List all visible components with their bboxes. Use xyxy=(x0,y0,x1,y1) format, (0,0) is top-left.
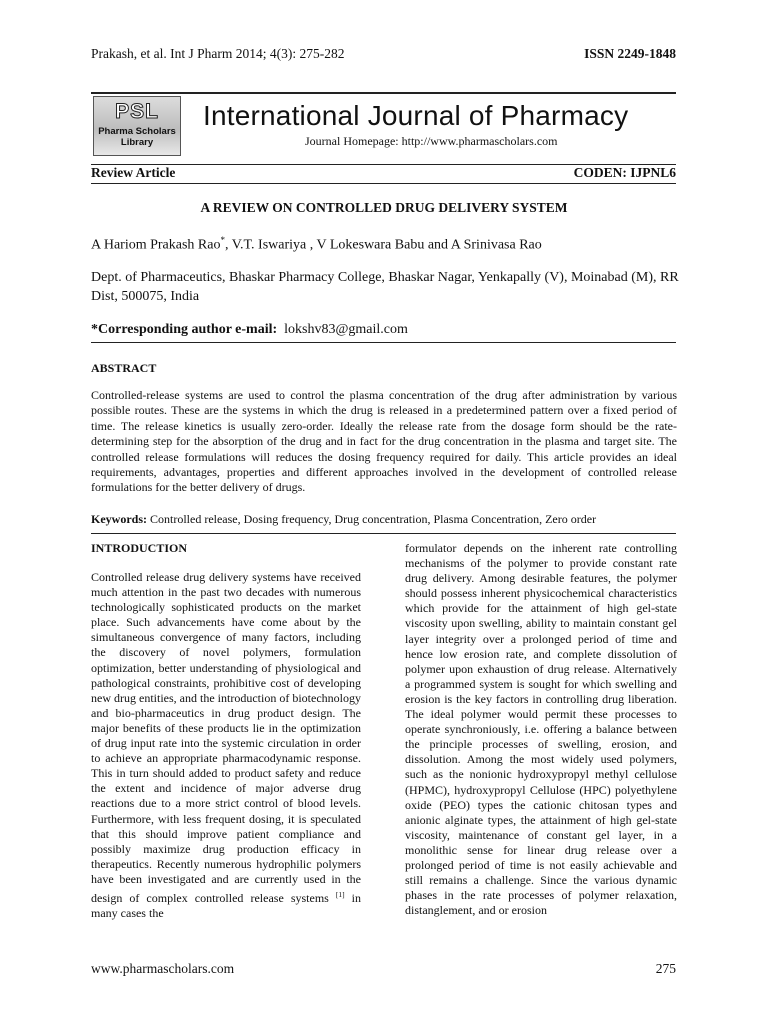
introduction-heading: INTRODUCTION xyxy=(91,541,188,555)
keywords-rule xyxy=(91,533,676,534)
issn-header: ISSN 2249-1848 xyxy=(584,46,676,61)
keywords xyxy=(91,512,677,527)
article-type: Review Article xyxy=(91,165,176,180)
intro-right-column xyxy=(405,541,677,918)
other-authors: , V.T. Iswariya , V Lokeswara Babu and A Srinivasa Rao xyxy=(224,237,542,253)
affiliation: Dept. of Pharmaceutics, Bhaskar Pharmacy College, Bhaskar Nagar, Yenkapally (V), Moinabad (M), RR Dist, 500075, India xyxy=(91,270,679,304)
logo-text: Pharma Scholars Library xyxy=(98,126,176,148)
page-number: 275 xyxy=(655,961,676,976)
intro-right-text: formulator depends on the inherent rate controlling mechanisms of the polymer to provide constant rate drug delivery. Among desirable features, the polymer should possess inherent physicochemical characteristics which provide for the attainment of high gel-state viscosity upon swelling, ability to maintain constant gel layer integrity over a prolonged period of time and hence low erosion rate, and complete dissolution of polymer upon exhaustion of drug release. Alternatively a programmed system is sought for which swelling and erosion is the key factors in controlling drug liberation. The ideal polymer would permit these processes to operate synchroniously, i.e. offering a balance between the principle processes of swelling, erosion, and dissolution. Among the most widely used polymers, such as the nonionic hydroxypropyl methyl cellulose (HPMC), hydroxypropyl Cellulose (HPC) polyethylene oxide (PEO) types the cationic chitosan types and anionic alginate types, the attainment of high gel-state viscosity, maintenance of constant gel layer, in a monolithic sense for linear drug release over a prolonged period of time is not easily achievable and still remains a challenge. Since the various dynamic phases in the rate processes of polymer relaxation, distanglement, and or erosion xyxy=(405,541,677,918)
citation-ref: [1] xyxy=(335,889,345,899)
keywords-label: Keywords: xyxy=(91,512,147,526)
coden: CODEN: IJPNL6 xyxy=(573,165,676,180)
citation-header: Prakash, et al. Int J Pharm 2014; 4(3): 275-282 xyxy=(91,46,345,61)
keywords-list: Controlled release, Dosing frequency, Drug concentration, Plasma Concentration, Zero order xyxy=(150,512,597,526)
intro-left-column xyxy=(91,570,361,921)
intro-left-text-end: in many cases the xyxy=(91,890,362,921)
journal-title: International Journal of Pharmacy xyxy=(203,100,629,131)
first-author: A Hariom Prakash Rao xyxy=(91,237,221,253)
intro-paragraph xyxy=(91,570,361,921)
authors xyxy=(91,235,542,254)
paper-title: A REVIEW ON CONTROLLED DRUG DELIVERY SYSTEM xyxy=(200,200,568,215)
banner-top-rule xyxy=(91,92,676,94)
corresponding-email: lokshv83@gmail.com xyxy=(284,322,408,337)
corresponding-rule xyxy=(91,342,676,343)
corresponding-mark: * xyxy=(220,235,225,245)
corresponding-author xyxy=(91,322,408,338)
footer-website: www.pharmascholars.com xyxy=(91,961,235,976)
abstract-text: Controlled-release systems are used to control the plasma concentration of the drug after administration by various possible routes. These are the systems in which the drug is released in a predetermined pattern over a fixed period of time. The release kinetics is usually zero-order. Ideally the release rate from the dosage form should be the rate-determining step for the absorption of the drug and in fact for the drug concentration in the plasma and target site. The controlled release formulations will reduces the dosing frequency required for daily. This article provides an ideal requirements, advantages, properties and different approaches involved in the development of controlled release formulations for the better delivery of drugs. xyxy=(91,388,677,495)
intro-left-text: Controlled release drug delivery systems have received much attention in the past two decades with numerous technologically sophisticated products on the market place. Such advancements have come about by the simultaneous convergence of many factors, including the discovery of novel polymers, formulation optimization, better understanding of physiological and pathological constraints, prohibitive cost of developing new drug entities, and the introduction of biotechnology and bio-pharmaceutics in drug product design. The major benefits of these products lie in the optimization of drug input rate into the systemic circulation in order to achieve an appropriate pharmacodynamic response. This in turn should added to product safety and reduce the extent and incidence of major adverse drug reactions due to a more strict control of blood levels. Furthermore, with less frequent dosing, it is speculated that this should improve patient compliance and possibly maximize drug production efficacy in therapeutics. Recently numerous hydrophilic polymers have been investigated and are currently used in the design of complex controlled release systems xyxy=(91,570,361,905)
logo-mark: PSL xyxy=(115,100,159,123)
corresponding-label: *Corresponding author e-mail: xyxy=(91,322,278,337)
abstract-heading: ABSTRACT xyxy=(91,361,157,375)
journal-homepage: Journal Homepage: http://www.pharmascholars.com xyxy=(305,134,558,148)
meta-rule xyxy=(91,183,676,184)
publisher-logo xyxy=(93,96,181,156)
